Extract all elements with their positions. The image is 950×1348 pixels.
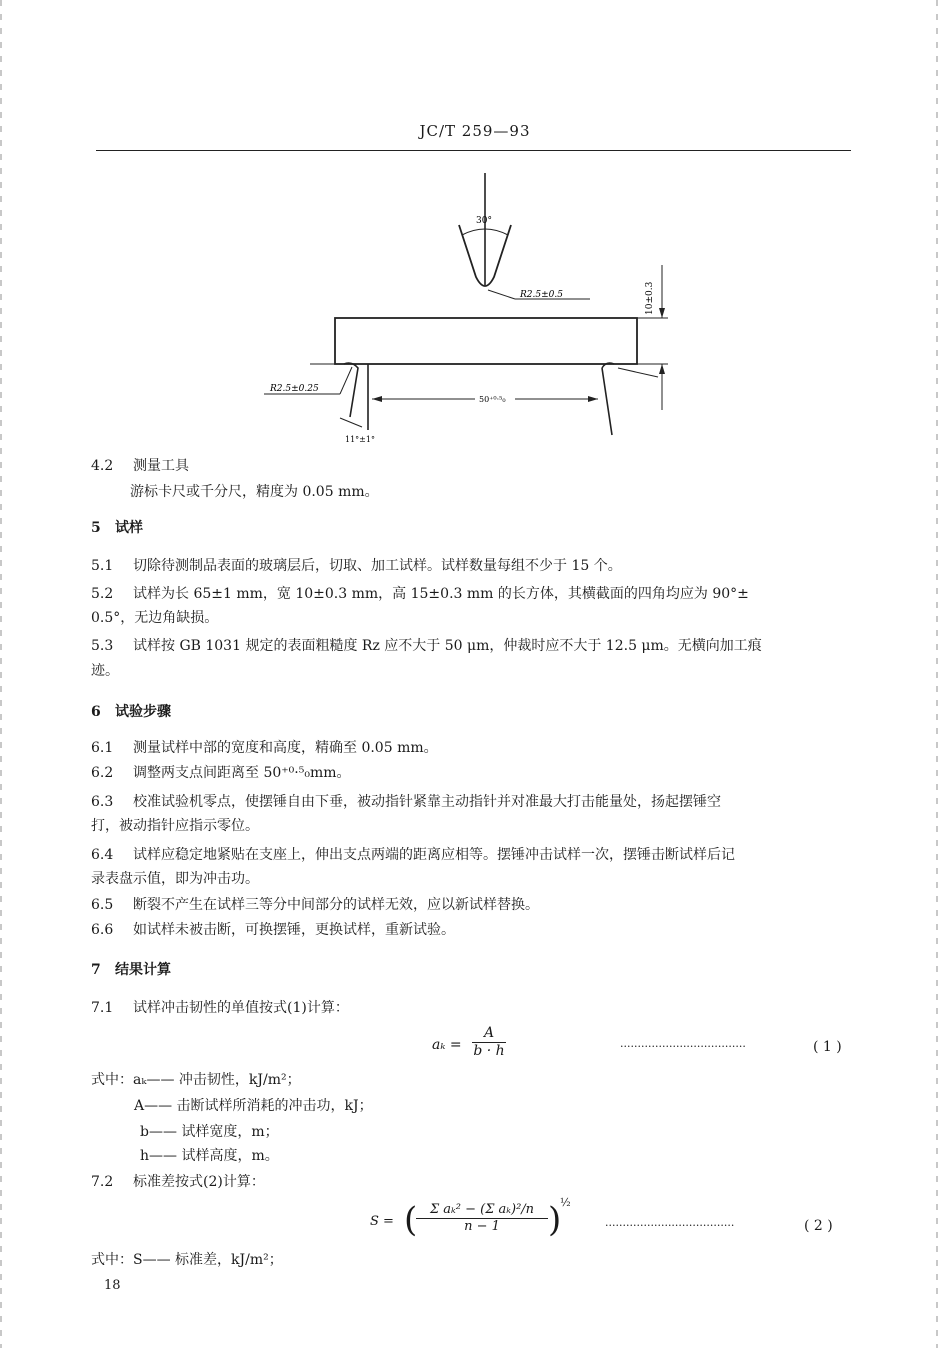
section-7-1: 7.1 试样冲击韧性的单值按式(1)计算： bbox=[91, 1000, 349, 1016]
hammer-radius-label: R2.5±0.5 bbox=[520, 290, 563, 300]
section-4-2-body: 游标卡尺或千分尺，精度为 0.05 mm。 bbox=[130, 484, 379, 500]
page-number: 18 bbox=[104, 1278, 121, 1293]
where-1-line-4: h—— 试样高度，m。 bbox=[140, 1148, 279, 1164]
hammer-radius-leader bbox=[488, 290, 515, 299]
section-6-heading: 6 试验步骤 bbox=[91, 704, 171, 720]
equation-2-leader: ····································· bbox=[605, 1219, 735, 1232]
section-6-6: 6.6 如试样未被击断，可换摆锤，更换试样，重新试验。 bbox=[91, 922, 455, 938]
section-6-3: 6.3 校准试验机零点，使摆锤自由下垂，被动指针紧靠主动指针并对准最大打击能量处，扬起摆锤空 bbox=[91, 794, 721, 810]
support-angle-label: 11°±1° bbox=[345, 435, 375, 444]
section-5-2: 5.2 试样为长 65±1 mm，宽 10±0.3 mm，高 15±0.3 mm 的长方体，其横截面的四角均应为 90°± bbox=[91, 586, 749, 602]
page-header: JC/T 259—93 bbox=[419, 122, 531, 140]
equation-1-number: ( 1 ) bbox=[813, 1039, 842, 1055]
where-1-lead: 式中：aₖ—— 冲击韧性，kJ/m²； bbox=[91, 1072, 301, 1088]
section-6-3-cont: 打，被动指针应指示零位。 bbox=[91, 818, 259, 834]
height-label: 10±0.3 bbox=[645, 281, 655, 315]
support-radius-label: R2.5±0.25 bbox=[270, 384, 319, 394]
section-5-2-cont: 0.5°，无边角缺损。 bbox=[91, 610, 219, 626]
section-6-2: 6.2 调整两支点间距离至 50⁺⁰·⁵₀mm。 bbox=[91, 765, 351, 781]
angle-label: 30° bbox=[476, 216, 492, 226]
where-1-line-3: b—— 试样宽度，m； bbox=[140, 1124, 279, 1140]
equation-1-leader: ···································· bbox=[620, 1040, 746, 1053]
section-6-5: 6.5 断裂不产生在试样三等分中间部分的试样无效，应以新试样替换。 bbox=[91, 897, 539, 913]
section-6-1: 6.1 测量试样中部的宽度和高度，精确至 0.05 mm。 bbox=[91, 740, 438, 756]
where-2-lead: 式中：S—— 标准差，kJ/m²； bbox=[91, 1252, 283, 1268]
section-4-2: 4.2 测量工具 bbox=[91, 458, 189, 474]
left-support bbox=[344, 363, 358, 417]
section-5-1: 5.1 切除待测制品表面的玻璃层后，切取、加工试样。试样数量每组不少于 15 个。 bbox=[91, 558, 622, 574]
header-rule bbox=[96, 150, 851, 151]
section-6-4: 6.4 试样应稳定地紧贴在支座上，伸出支点两端的距离应相等。摆锤冲击试样一次，摆锤击断试样后记 bbox=[91, 847, 735, 863]
span-label: 50⁺⁰·⁵₀ bbox=[479, 395, 506, 404]
section-5-3: 5.3 试样按 GB 1031 规定的表面粗糙度 Rz 应不大于 50 μm，仲裁时应不大于 12.5 μm。无横向加工痕 bbox=[91, 638, 762, 654]
section-5-heading: 5 试样 bbox=[91, 520, 143, 536]
equation-2-number: ( 2 ) bbox=[804, 1218, 833, 1234]
specimen bbox=[335, 318, 637, 364]
impact-test-figure bbox=[0, 165, 950, 455]
section-5-3-cont: 迹。 bbox=[91, 663, 119, 679]
section-6-4-cont: 录表盘示值，即为冲击功。 bbox=[91, 871, 259, 887]
where-1-line-2: A—— 击断试样所消耗的冲击功，kJ； bbox=[134, 1098, 373, 1114]
section-7-2: 7.2 标准差按式(2)计算： bbox=[91, 1174, 265, 1190]
section-7-heading: 7 结果计算 bbox=[91, 962, 171, 978]
